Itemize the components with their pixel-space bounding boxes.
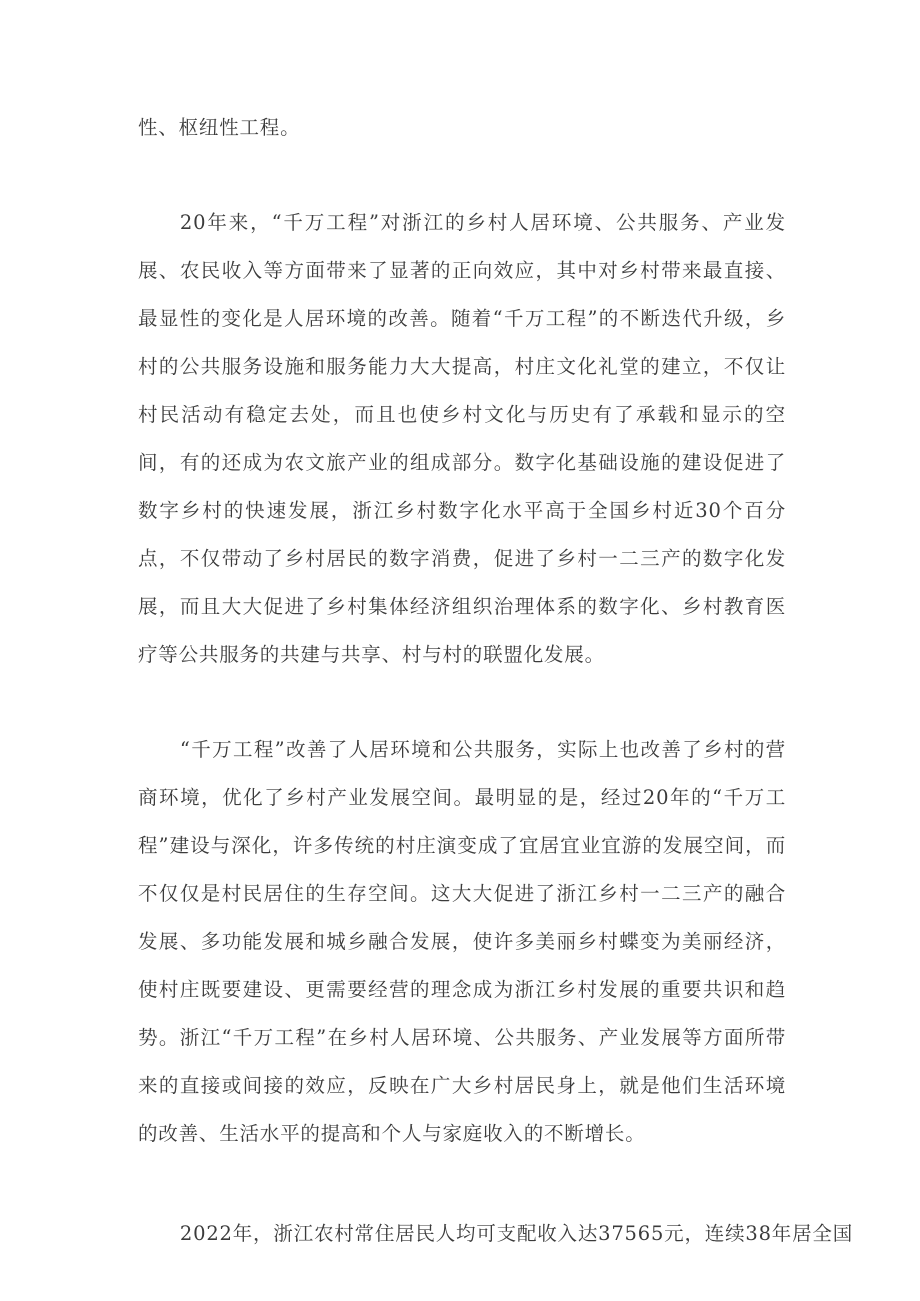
paragraph-3-truncated: 2022年，浙江农村常住居民人均可支配收入达37565元，连续38年居全国 [179,1222,853,1245]
paragraph-continuation: 性、枢纽性工程。 [138,116,301,139]
paragraph-1: 20年来，“千万工程”对浙江的乡村人居环境、公共服务、产业发展、农民收入等方面带来了显著的正向效应，其中对乡村带来最直接、最显性的变化是人居环境的改善。随着“千万工程”的不断迭代升级，乡村的公共服务设施和服务能力大大提高，村庄文化礼堂的建立，不仅让村民活动有稳定去处，而且也使乡村文化与历史有了承载和显示的空间，有的还成为农文旅产业的组成部分。数字化基础设施的建设促进了数字乡村的快速发展，浙江乡村数字化水平高于全国乡村近30个百分点，不仅带动了乡村居民的数字消费，促进了乡村一二三产的数字化发展，而且大大促进了乡村集体经济组织治理体系的数字化、乡村教育医疗等公共服务的共建与共享、村与村的联盟化发展。 [138,211,786,666]
paragraph-spacer-1 [138,152,786,199]
paragraph-2: “千万工程”改善了人居环境和公共服务，实际上也改善了乡村的营商环境，优化了乡村产业发展空间。最明显的是，经过20年的“千万工程”建设与深化，许多传统的村庄演变成了宜居宜业宜游的发展空间，而不仅仅是村民居住的生存空间。这大大促进了浙江乡村一二三产的融合发展、多功能发展和城乡融合发展，使许多美丽乡村蝶变为美丽经济，使村庄既要建设、更需要经营的理念成为浙江乡村发展的重要共识和趋势。浙江“千万工程”在乡村人居环境、公共服务、产业发展等方面所带来的直接或间接的效应，反映在广大乡村居民身上，就是他们生活环境的改善、生活水平的提高和个人与家庭收入的不断增长。 [138,738,786,1145]
paragraph-spacer-3 [138,1158,786,1210]
paragraph-spacer-2 [138,679,786,726]
document-text-body [138,0,853,1258]
top-margin-spacer [138,0,786,104]
